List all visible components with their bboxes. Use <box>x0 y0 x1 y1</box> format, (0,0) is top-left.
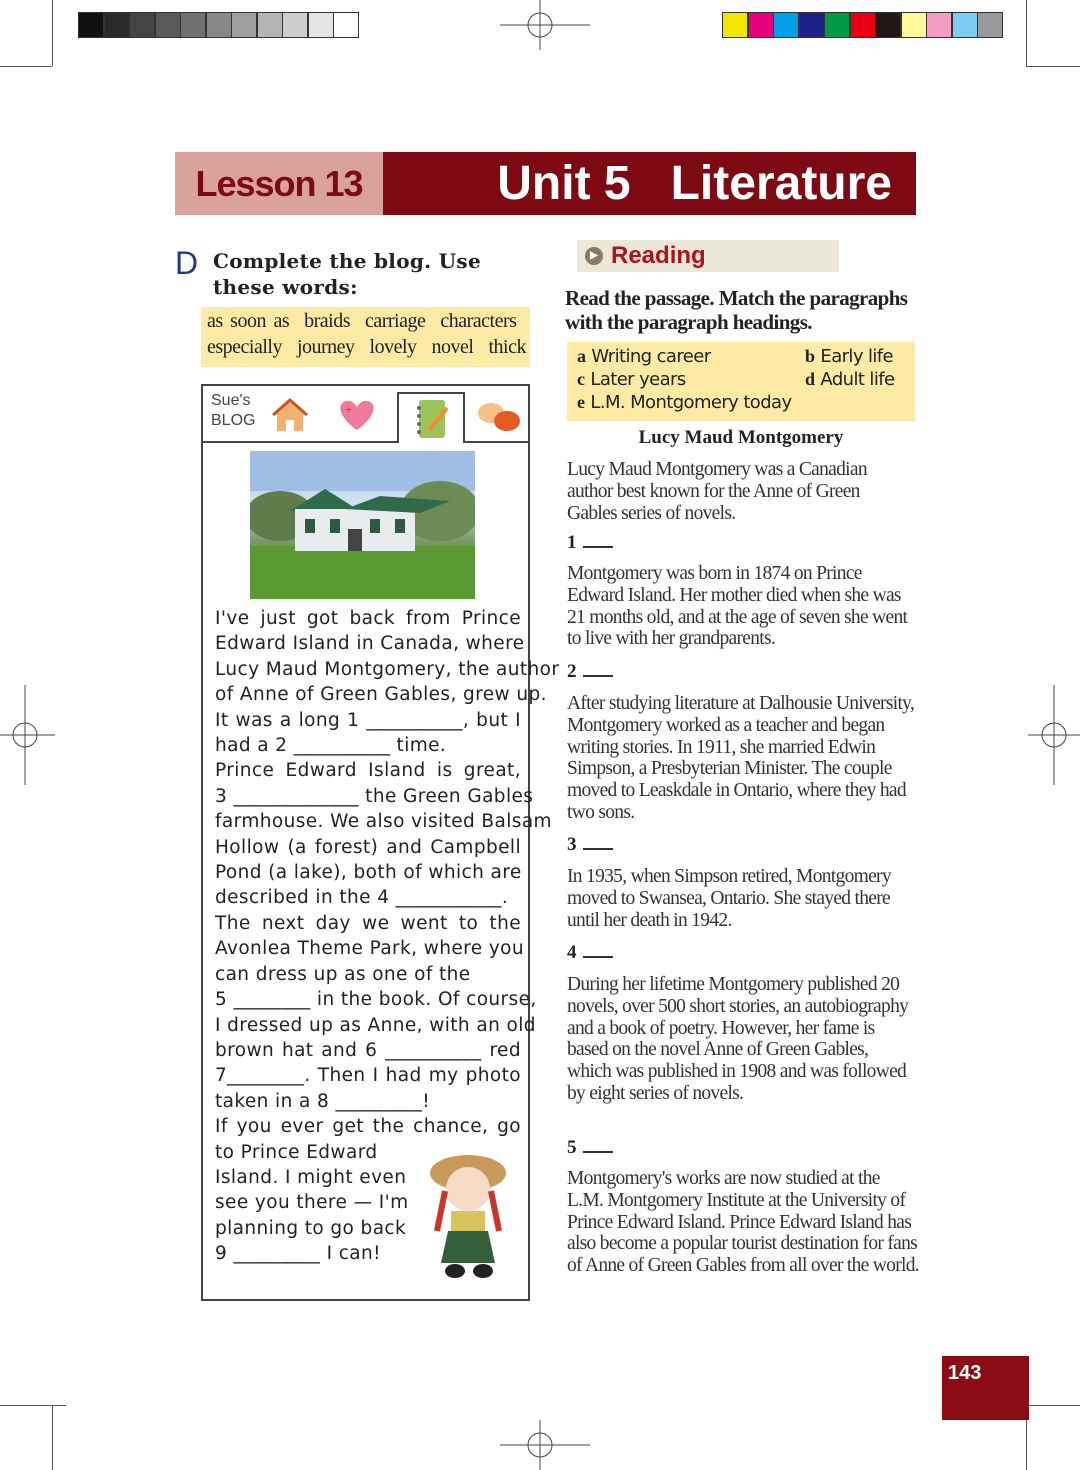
crop-mark <box>52 1405 53 1470</box>
crop-mark <box>1026 66 1080 67</box>
color-swatch <box>722 12 748 38</box>
color-swatch <box>78 12 104 38</box>
color-swatch <box>875 12 901 38</box>
blog-line: 9 _________ I can! <box>215 1243 381 1265</box>
reading-section-header <box>577 240 839 272</box>
paragraph-text: In 1935, when Simpson retired, Montgomery moved to Swansea, Ontario. She stayed there until her death in 1942. <box>567 866 891 931</box>
registration-mark-icon <box>500 1420 590 1470</box>
color-swatch <box>850 12 876 38</box>
crop-mark <box>0 1405 66 1406</box>
blog-tab-active[interactable] <box>397 392 465 443</box>
color-swatch <box>155 12 181 38</box>
unit-title: Unit 5 Literature <box>383 152 916 215</box>
home-icon[interactable] <box>271 398 309 432</box>
paragraph-number: 5 <box>567 1137 613 1159</box>
blog-line: farmhouse. We also visited Balsam <box>215 811 552 833</box>
blog-tabs <box>203 386 528 443</box>
blog-line: Edward Island in Canada, where <box>215 633 525 655</box>
blog-line: 5 ________ in the book. Of course, <box>215 989 537 1011</box>
anne-doll-image <box>423 1151 513 1281</box>
answer-blank[interactable] <box>583 546 613 548</box>
color-swatch <box>104 12 130 38</box>
crop-mark <box>52 0 53 66</box>
color-swatch <box>824 12 850 38</box>
paragraph-number: 4 <box>567 942 613 964</box>
lesson-label: Lesson 13 <box>175 152 383 215</box>
farmhouse-photo <box>250 451 475 599</box>
page-number: 143 <box>942 1356 1029 1420</box>
registration-mark-icon <box>1028 685 1080 785</box>
passage-intro: Lucy Maud Montgomery was a Canadian author best known for the Anne of Green Gables series of novels. <box>567 459 867 524</box>
blog-line: The next day we went to the <box>215 912 521 934</box>
blog-line: 7________. Then I had my photo <box>215 1065 521 1087</box>
word-bank-line: as soon as braids carriage characters <box>207 310 517 332</box>
blog-line: brown hat and 6 __________ red <box>215 1039 521 1061</box>
paragraph-text: Montgomery's works are now studied at the L.M. Montgomery Institute at the University of Prince Edward Island. Prince Edward Island has also become a popular tourist destination for fans of Anne of Green Gables from all over the world. <box>567 1168 919 1277</box>
svg-text:+: + <box>345 402 352 416</box>
color-swatch <box>129 12 155 38</box>
answer-blank[interactable] <box>583 1151 613 1153</box>
blog-line: can dress up as one of the <box>215 963 471 985</box>
blog-line: Hollow (a forest) and Campbell <box>215 836 521 858</box>
color-swatch <box>231 12 257 38</box>
exercise-instruction: Complete the blog. Use these words: <box>213 249 481 299</box>
blog-line: Lucy Maud Montgomery, the author <box>215 658 560 680</box>
color-swatch <box>206 12 232 38</box>
heading-item: a Writing career <box>577 346 711 367</box>
paragraph-number: 1 <box>567 532 613 554</box>
blog-line: It was a long 1 __________, but I <box>215 709 521 731</box>
blog-line: Prince Edward Island is great, <box>215 760 521 782</box>
answer-blank[interactable] <box>583 675 613 677</box>
paragraph-text: During her lifetime Montgomery published 20 novels, over 500 short stories, an autobiography and a book of poetry. However, her fame is based on the novel Anne of Green Gables, which was published in 1908 and was followed by eight series of novels. <box>567 974 909 1104</box>
play-icon: ▶ <box>585 247 603 265</box>
color-swatch <box>773 12 799 38</box>
heading-item: d Adult life <box>805 369 895 390</box>
blog-line: had a 2 __________ time. <box>215 735 447 757</box>
paragraph-text: Montgomery was born in 1874 on Prince Edward Island. Her mother died when she was 21 months old, and at the age of seven she went to live with her grandparents. <box>567 563 908 650</box>
notebook-icon <box>411 398 451 440</box>
blog-title <box>211 391 255 431</box>
blog-line: planning to go back <box>215 1217 407 1239</box>
blog-line: Pond (a lake), both of which are <box>215 862 522 884</box>
color-swatch <box>901 12 927 38</box>
blog-line: taken in a 8 _________! <box>215 1090 431 1112</box>
paragraph-number: 3 <box>567 834 613 856</box>
blog-line: Island. I might even <box>215 1166 407 1188</box>
blog-line: I've just got back from Prince <box>215 608 521 629</box>
blog-title-line: BLOG <box>211 412 256 429</box>
blog-line: see you there — I'm <box>215 1192 409 1214</box>
blog-line: of Anne of Green Gables, grew up. <box>215 684 547 706</box>
blog-title-line: Sue's <box>211 392 251 409</box>
chat-icon[interactable] <box>475 400 523 434</box>
color-swatch <box>977 12 1003 38</box>
passage-title: Lucy Maud Montgomery <box>638 427 844 448</box>
color-swatch <box>308 12 334 38</box>
word-bank <box>201 307 530 367</box>
registration-mark-icon <box>0 685 55 785</box>
exercise-letter: D <box>175 245 199 281</box>
color-swatch <box>180 12 206 38</box>
color-swatch <box>926 12 952 38</box>
blog-line: I dressed up as Anne, with an old <box>215 1014 536 1036</box>
color-swatch <box>748 12 774 38</box>
registration-mark-icon <box>500 0 590 55</box>
color-swatch <box>257 12 283 38</box>
heading-item: e L.M. Montgomery today <box>577 392 792 413</box>
reading-label: Reading <box>611 242 706 269</box>
blog-line: Avonlea Theme Park, where you <box>215 938 525 960</box>
crop-mark <box>0 66 52 67</box>
paragraph-text: After studying literature at Dalhousie University, Montgomery worked as a teacher and began writing stories. In 1911, she married Edwin Simpson, a Presbyterian Minister. The couple moved to Leaskdale in Ontario, where they had two sons. <box>567 693 915 823</box>
word-bank-line: especially journey lovely novel thick <box>207 336 526 358</box>
crop-mark <box>1026 0 1027 66</box>
heart-icon[interactable] <box>335 398 379 432</box>
answer-blank[interactable] <box>583 956 613 958</box>
paragraph-headings-box <box>567 342 915 421</box>
color-swatch <box>952 12 978 38</box>
blog-line: to Prince Edward <box>215 1141 378 1163</box>
blog-line: described in the 4 ___________. <box>215 887 509 909</box>
color-swatch <box>333 12 359 38</box>
heading-item: c Later years <box>577 369 686 390</box>
color-swatch <box>799 12 825 38</box>
color-swatch <box>282 12 308 38</box>
blog-panel <box>201 384 560 1301</box>
reading-instruction: Read the passage. Match the paragraphs with the paragraph headings. <box>565 286 908 334</box>
heading-item: b Early life <box>805 346 894 367</box>
answer-blank[interactable] <box>583 848 613 850</box>
blog-line: 3 _____________ the Green Gables <box>215 785 534 807</box>
blog-line: If you ever get the chance, go <box>215 1116 521 1138</box>
paragraph-number: 2 <box>567 661 613 683</box>
